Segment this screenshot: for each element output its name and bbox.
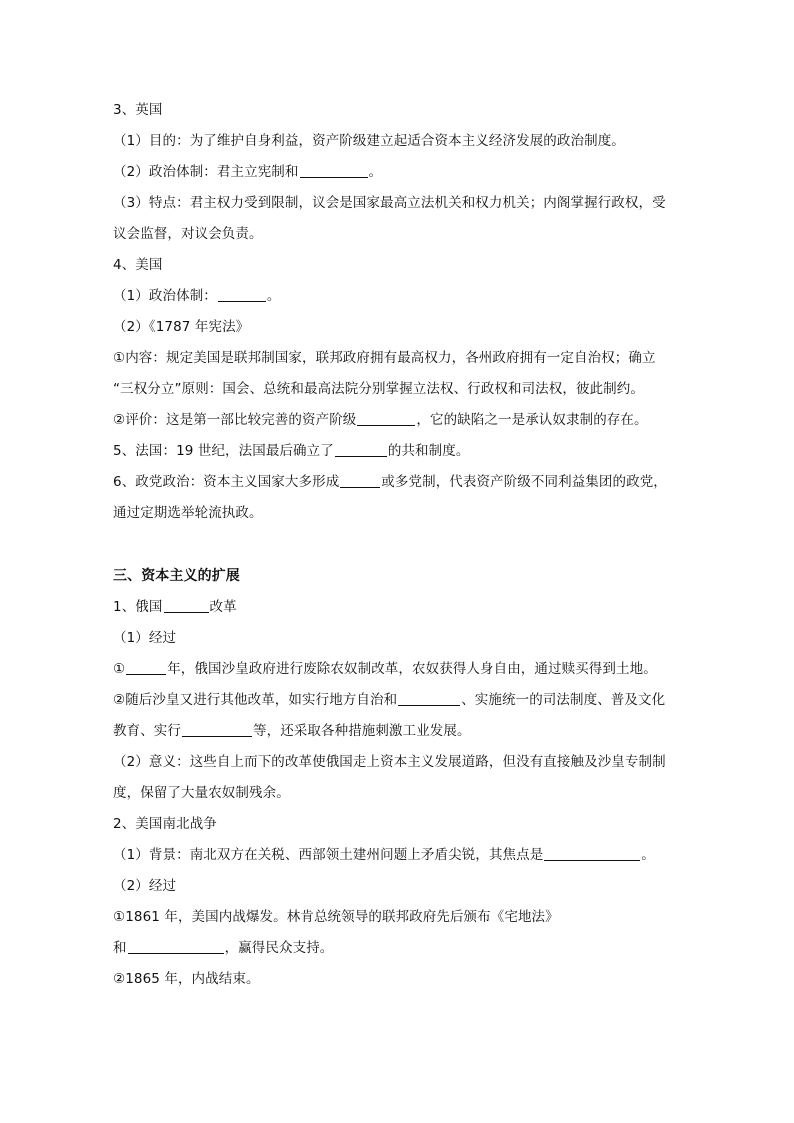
text: ，赢得民众支持。 (224, 940, 334, 956)
fill-blank[interactable] (218, 286, 266, 302)
text: 通过定期选举轮流执政。 (113, 505, 263, 521)
section-6-cont (113, 503, 683, 534)
text: 和 (113, 940, 127, 956)
text: 。 (266, 288, 281, 304)
text: 。 (641, 847, 655, 863)
text: 教育、实行 (113, 723, 181, 739)
text: 改革 (209, 599, 237, 615)
text: ①1861 年，美国内战爆发。林肯总统领导的联邦政府先后颁布《宅地法》 (113, 909, 559, 925)
section-4-content (113, 348, 683, 379)
text: （2）《1787 年宪法》 (113, 319, 250, 335)
text: ，它的缺陷之一是承认奴隶制的存在。 (416, 412, 648, 428)
text: 年，俄国沙皇政府进行废除农奴制改革，农奴获得人身自由，通过赎买得到土地。 (167, 661, 657, 677)
text: 3、英国 (113, 102, 163, 118)
section-4-constitution (113, 317, 683, 348)
fill-blank[interactable] (398, 690, 460, 706)
section-3-features-cont (113, 224, 683, 255)
text: （1）政治体制： (113, 288, 217, 304)
us-civil-war-process (113, 876, 683, 907)
russia-title (113, 597, 683, 628)
text: 5、法国：19 世纪，法国最后确立了 (113, 443, 334, 459)
us-civil-war-background (113, 845, 683, 876)
section-heading-capitalism-expansion (113, 566, 683, 597)
text: 等，还采取各种措施刺激工业发展。 (253, 723, 471, 739)
text: ① (113, 661, 126, 677)
section-4-evaluation (113, 410, 683, 441)
fill-blank[interactable] (126, 659, 166, 675)
text: （1）经过 (113, 630, 177, 646)
fill-blank[interactable] (182, 721, 252, 737)
fill-blank[interactable] (128, 938, 224, 954)
text: 6、政党政治：资本主义国家大多形成 (113, 474, 340, 490)
section-6 (113, 472, 683, 503)
text: 。 (368, 164, 383, 180)
text: （1）背景：南北双方在关税、西部领土建州问题上矛盾尖锐，其焦点是 (113, 847, 544, 863)
russia-process-1 (113, 659, 683, 690)
section-4-content-cont (113, 379, 683, 410)
russia-significance-cont (113, 783, 683, 814)
section-3-purpose (113, 131, 683, 162)
fill-blank[interactable] (335, 441, 387, 457)
section-3-title (113, 100, 683, 131)
text: “三权分立”原则：国会、总统和最高法院分别掌握立法权、行政权和司法权，彼此制约。 (113, 381, 644, 397)
text: 1、俄国 (113, 599, 163, 615)
text: 度，保留了大量农奴制残余。 (113, 785, 290, 801)
text: 4、美国 (113, 257, 163, 273)
fill-blank[interactable] (544, 845, 640, 861)
russia-process-2-cont (113, 721, 683, 752)
text: ②1865 年，内战结束。 (113, 971, 260, 987)
section-3-system (113, 162, 683, 193)
section-4-system (113, 286, 683, 317)
us-civil-war-process-1-cont (113, 938, 683, 969)
text: （1）目的：为了维护自身利益，资产阶级建立起适合资本主义经济发展的政治制度。 (113, 133, 625, 149)
spacer (113, 534, 683, 566)
fill-blank[interactable] (357, 410, 415, 426)
text: 2、美国南北战争 (113, 816, 217, 832)
text: （2）意义：这些自上而下的改革使俄国走上资本主义发展道路，但没有直接触及沙皇专制制 (113, 754, 666, 770)
text: ②随后沙皇又进行其他改革，如实行地方自治和 (113, 692, 398, 708)
section-3-features (113, 193, 683, 224)
text: （2）政治体制：君主立宪制和 (113, 164, 299, 180)
text: 的共和制度。 (387, 443, 470, 459)
section-5 (113, 441, 683, 472)
text: 三、资本主义的扩展 (113, 568, 240, 584)
russia-process (113, 628, 683, 659)
us-civil-war-process-1 (113, 907, 683, 938)
us-civil-war-title (113, 814, 683, 845)
text: 、实施统一的司法制度、普及文化 (461, 692, 666, 708)
russia-process-2 (113, 690, 683, 721)
text: （2）经过 (113, 878, 177, 894)
document-page (113, 100, 683, 1000)
fill-blank[interactable] (300, 162, 368, 178)
text: ②评价：这是第一部比较完善的资产阶级 (113, 412, 357, 428)
russia-significance (113, 752, 683, 783)
fill-blank[interactable] (340, 472, 380, 488)
text: 议会监督，对议会负责。 (113, 226, 263, 242)
text: （3）特点：君主权力受到限制，议会是国家最高立法机关和权力机关；内阁掌握行政权，受 (113, 195, 666, 211)
fill-blank[interactable] (164, 597, 209, 613)
section-4-title (113, 255, 683, 286)
us-civil-war-process-2 (113, 969, 683, 1000)
text: ①内容：规定美国是联邦制国家，联邦政府拥有最高权力，各州政府拥有一定自治权；确立 (113, 350, 656, 366)
text: 或多党制，代表资产阶级不同利益集团的政党， (381, 474, 667, 490)
